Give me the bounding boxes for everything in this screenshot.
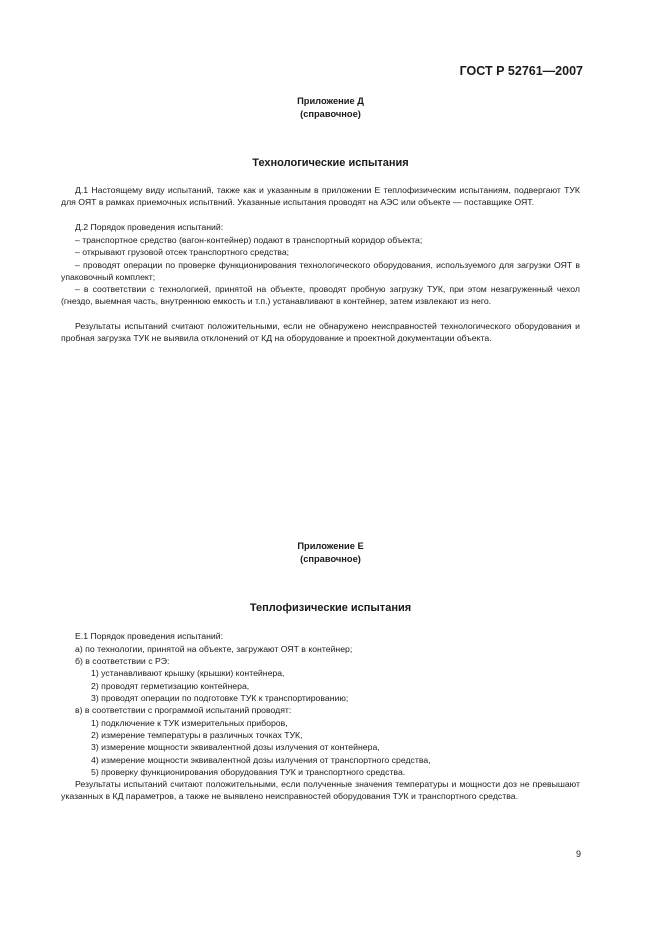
appendix-e-item-b: б) в соответствии с РЭ: [75, 656, 170, 666]
appendix-e-subitem: 2) проводят герметизацию контейнера, [91, 681, 250, 691]
appendix-d-paragraph-1: Д.1 Настоящему виду испытаний, также как и указанным в приложении Е теплофизическим испытаниям, подвергают ТУК для ОЯТ в рамках приемочных испытвний. Указанные испытания проводят на АЭС или объекте — поставщике ОЯТ. [61, 185, 580, 208]
appendix-d-title: Приложение Д [297, 96, 364, 106]
appendix-d-item: – в соответствии с технологией, принятой на объекте, проводят пробную загрузку ТУК, при этом незагруженный чехол (гнездо, выемная часть, внутреннюю емкость и т.п.) устанавливают в контейнер, затем извлекают из него. [61, 284, 580, 307]
appendix-d-section-title: Технологические испытания [252, 157, 409, 169]
appendix-d-result: Результаты испытаний считают положительными, если не обнаружено неисправностей технологического оборудования и пробная загрузка ТУК не выявила отклонений от КД на оборудование и проектной документации объекта. [61, 321, 580, 344]
appendix-d-item: – открывают грузовой отсек транспортного средства; [75, 247, 290, 257]
appendix-e-title: Приложение Е [297, 541, 364, 551]
appendix-d-paragraph-2: Д.2 Порядок проведения испытаний: [75, 222, 224, 232]
appendix-e-item-c: в) в соответствии с программой испытаний проводят: [75, 705, 292, 715]
appendix-e-subitem: 3) проводят операции по подготовке ТУК к транспортированию; [91, 693, 349, 703]
appendix-e-subitem: 1) устанавливают крышку (крышки) контейнера, [91, 668, 285, 678]
page-number: 9 [575, 849, 581, 859]
appendix-e-section-title: Теплофизические испытания [249, 602, 412, 614]
appendix-e-subitem: 1) подключение к ТУК измерительных приборов, [91, 718, 288, 728]
appendix-d-subtitle: (справочное) [300, 108, 361, 119]
appendix-e-paragraph-1: Е.1 Порядок проведения испытаний: [75, 631, 224, 641]
document-code: ГОСТ Р 52761—2007 [459, 64, 583, 78]
appendix-d-item: – транспортное средство (вагон-контейнер) подают в транспортный коридор объекта; [75, 234, 423, 245]
appendix-e-heading [0, 540, 661, 565]
appendix-e-subitem: 3) измерение мощности эквивалентной дозы излучения от контейнера, [91, 742, 380, 752]
appendix-e-subitem: 2) измерение температуры в различных точках ТУК, [91, 730, 303, 740]
appendix-e-item-a: а) по технологии, принятой на объекте, загружают ОЯТ в контейнер; [75, 644, 353, 654]
appendix-e-subitem: 4) измерение мощности эквивалентной дозы излучения от транспортного средства, [91, 755, 431, 765]
appendix-e-subtitle: (справочное) [300, 553, 361, 564]
appendix-e-result: Результаты испытаний считают положительными, если полученные значения температуры и мощности доз не превышают указанных в КД параметров, а также не выявлено неисправностей оборудования ТУК и транспортного средства. [61, 779, 580, 802]
appendix-d-item: – проводят операции по проверке функционирования технологического оборудования, используемого для загрузки ОЯТ в упаковочный комплект; [61, 259, 580, 282]
appendix-d-heading [0, 95, 661, 120]
appendix-e-subitem: 5) проверку функционирования оборудования ТУК и транспортного средства. [91, 767, 406, 777]
